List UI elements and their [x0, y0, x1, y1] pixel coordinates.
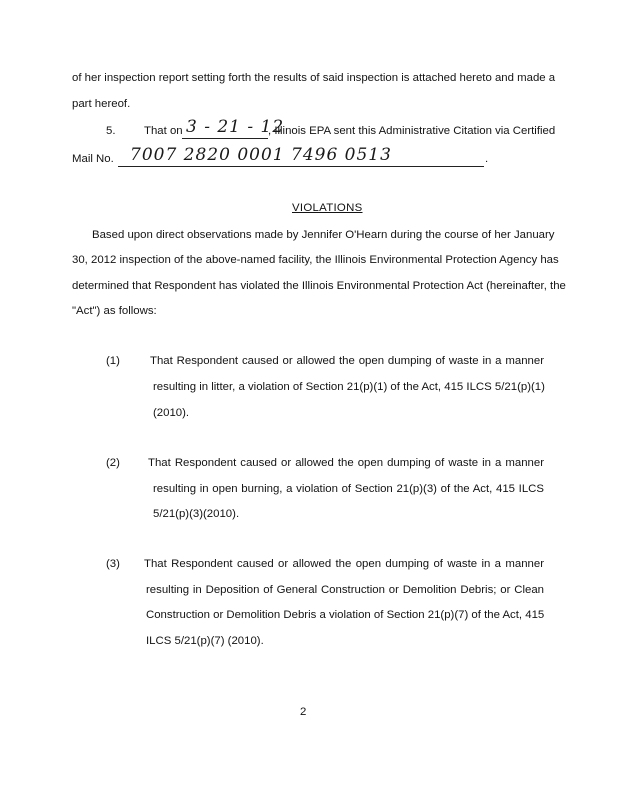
para5-number: 5. [106, 125, 116, 137]
violation-3-number: (3) [106, 558, 120, 570]
mail-end: . [485, 153, 489, 165]
intro-line-1: of her inspection report setting forth the results of said inspection is attached hereto and made a [72, 72, 556, 84]
para5-text-after: , Illinois EPA sent this Administrative Citation via Certified [268, 125, 556, 137]
violation-2-number: (2) [106, 457, 120, 469]
intro-line-2: part hereof. [72, 98, 131, 110]
violation-2-line-2: resulting in open burning, a violation of Section 21(p)(3) of the Act, 415 ILCS [153, 483, 544, 495]
violation-1-number: (1) [106, 355, 120, 367]
mail-label: Mail No. [72, 153, 114, 165]
violations-intro-line-4: "Act") as follows: [72, 305, 157, 317]
violations-heading: VIOLATIONS [292, 202, 363, 214]
handwritten-date: 3 - 21 - 12 [186, 117, 285, 137]
violation-3-line-2: resulting in Deposition of General Construction or Demolition Debris; or Clean [146, 584, 544, 596]
para5-text-before: That on [144, 125, 183, 137]
violations-intro-line-2: 30, 2012 inspection of the above-named facility, the Illinois Environmental Protection Agency has [72, 254, 559, 266]
violation-1-line-3: (2010). [153, 407, 190, 419]
mail-number-underline [118, 166, 484, 167]
violation-3-line-4: ILCS 5/21(p)(7) (2010). [146, 635, 264, 647]
violations-intro-line-1: Based upon direct observations made by Jennifer O'Hearn during the course of her January [92, 229, 555, 241]
violation-2-line-1: That Respondent caused or allowed the open dumping of waste in a manner [148, 457, 544, 469]
violation-1-line-2: resulting in litter, a violation of Section 21(p)(1) of the Act, 415 ILCS 5/21(p)(1) [153, 381, 545, 393]
page-number: 2 [300, 706, 307, 718]
violation-3-line-1: That Respondent caused or allowed the open dumping of waste in a manner [144, 558, 544, 570]
violation-2-line-3: 5/21(p)(3)(2010). [153, 508, 240, 520]
violations-intro-line-3: determined that Respondent has violated the Illinois Environmental Protection Act (hereinafter, the [72, 280, 566, 292]
handwritten-mail-number: 7007 2820 0001 7496 0513 [130, 145, 392, 165]
date-underline [182, 138, 268, 139]
violation-1-line-1: That Respondent caused or allowed the open dumping of waste in a manner [150, 355, 544, 367]
violation-3-line-3: Construction or Demolition Debris a violation of Section 21(p)(7) of the Act, 415 [146, 609, 545, 621]
